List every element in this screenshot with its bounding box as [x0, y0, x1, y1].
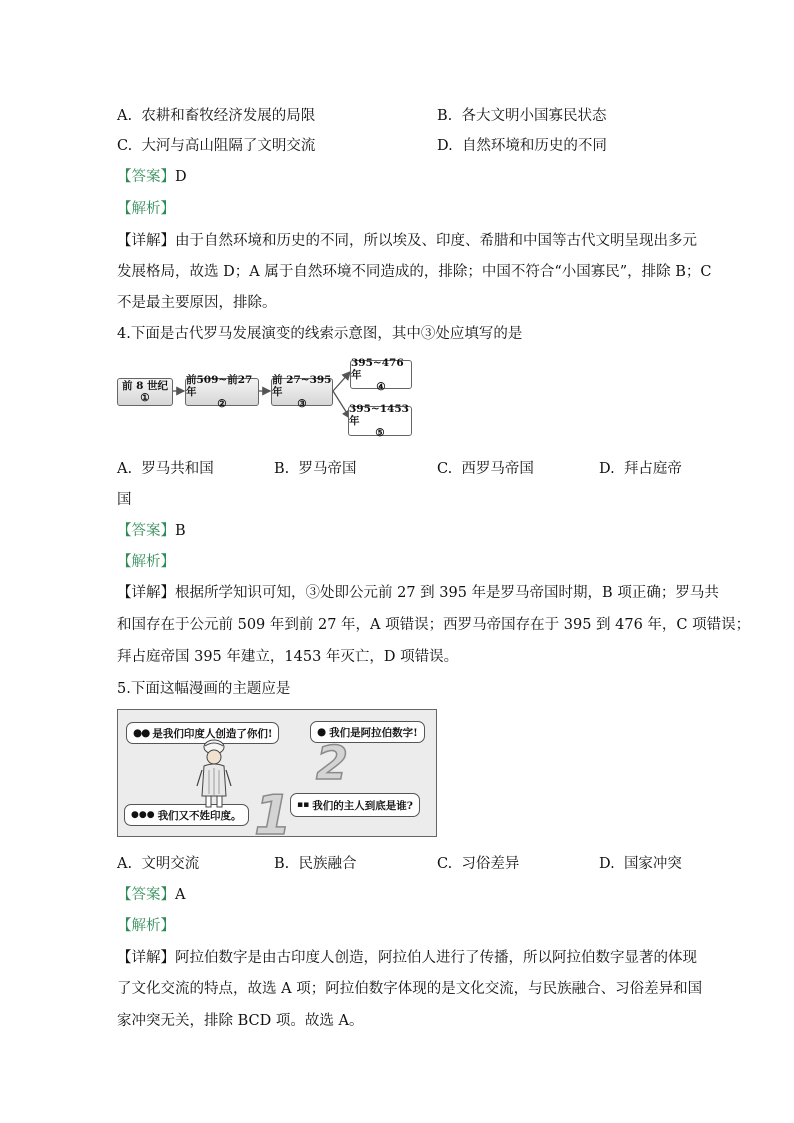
q5-option-a: A. 文明交流 — [117, 856, 200, 872]
q3-detail-line-2: 发展格局，故选 D；A 属于自然环境不同造成的，排除；中国不符合“小国寡民”，排除 B；C — [117, 264, 712, 280]
q3-analysis-tag: 【解析】 — [117, 201, 175, 217]
q4-option-d-wrap: 国 — [117, 492, 132, 508]
flow-box-5: 395~1453年 ⑤ — [348, 406, 412, 436]
q5-title: 5.下面这幅漫画的主题应是 — [117, 681, 291, 697]
flow-box-1: 前 8 世纪 ① — [117, 378, 173, 406]
cartoon-bubble-not-indian: ●●● 我们又不姓印度。 — [124, 804, 249, 826]
q5-detail-line-3: 家冲突无关，排除 BCD 项。故选 A。 — [117, 1013, 364, 1029]
q4-detail-line-2: 和国存在于公元前 509 年到前 27 年，A 项错误；西罗马帝国存在于 395 到 476 年，C 项错误； — [117, 617, 751, 633]
q4-title: 4.下面是古代罗马发展演变的线索示意图，其中③处应填写的是 — [117, 326, 523, 342]
q4-option-b: B. 罗马帝国 — [274, 461, 357, 477]
q3-option-b: B. 各大文明小国寡民状态 — [437, 108, 607, 124]
q4-option-a: A. 罗马共和国 — [117, 461, 214, 477]
q5-option-d: D. 国家冲突 — [599, 856, 682, 872]
cartoon-bubble-indian: ●● 是我们印度人创造了你们! — [126, 722, 279, 744]
q5-cartoon — [117, 709, 437, 837]
flow-box-3: 前 27~395年 ③ — [272, 374, 332, 410]
q4-answer: 【答案】B — [117, 523, 186, 539]
q5-analysis-tag: 【解析】 — [117, 918, 175, 934]
q5-detail-line-1: 【详解】阿拉伯数字是由古印度人创造，阿拉伯人进行了传播，所以阿拉伯数字显著的体现 — [117, 950, 697, 966]
q5-detail-line-2: 了文化交流的特点，故选 A 项；阿拉伯数字体现的是文化交流，与民族融合、习俗差异和国 — [117, 981, 703, 997]
q5-option-b: B. 民族融合 — [274, 856, 357, 872]
q3-option-d: D. 自然环境和历史的不同 — [437, 138, 607, 154]
q3-option-c: C. 大河与高山阻隔了文明交流 — [117, 138, 316, 154]
flow-box-4: 395~476年 ④ — [350, 360, 412, 389]
cartoon-indian-figure — [194, 738, 234, 810]
q5-answer: 【答案】A — [117, 887, 186, 903]
q4-analysis-tag: 【解析】 — [117, 554, 175, 570]
cartoon-bubble-who-owner: ▪▪ 我们的主人到底是谁? — [290, 793, 420, 817]
cartoon-digit-1: 1 — [254, 784, 292, 837]
q3-option-a: A. 农耕和畜牧经济发展的局限 — [117, 108, 316, 124]
q5-option-c: C. 习俗差异 — [437, 856, 520, 872]
q4-detail-line-3: 拜占庭帝国 395 年建立，1453 年灭亡，D 项错误。 — [117, 649, 459, 665]
cartoon-digit-2: 2 — [316, 736, 349, 790]
q3-detail-line-3: 不是最主要原因，排除。 — [117, 295, 277, 311]
flow-box-2: 前509~前27年 ② — [185, 378, 259, 406]
q4-detail-line-1: 【详解】根据所学知识可知，③处即公元前 27 到 395 年是罗马帝国时期，B 项正确；罗马共 — [117, 585, 719, 601]
arrow-3-4 — [333, 372, 350, 391]
q3-answer: 【答案】D — [117, 169, 187, 185]
q4-option-d: D. 拜占庭帝 — [599, 461, 682, 477]
q3-detail-line-1: 【详解】由于自然环境和历史的不同，所以埃及、印度、希腊和中国等古代文明呈现出多元 — [117, 233, 697, 249]
cartoon-bubble-arabic: ● 我们是阿拉伯数字! — [310, 721, 425, 743]
q4-option-c: C. 西罗马帝国 — [437, 461, 534, 477]
